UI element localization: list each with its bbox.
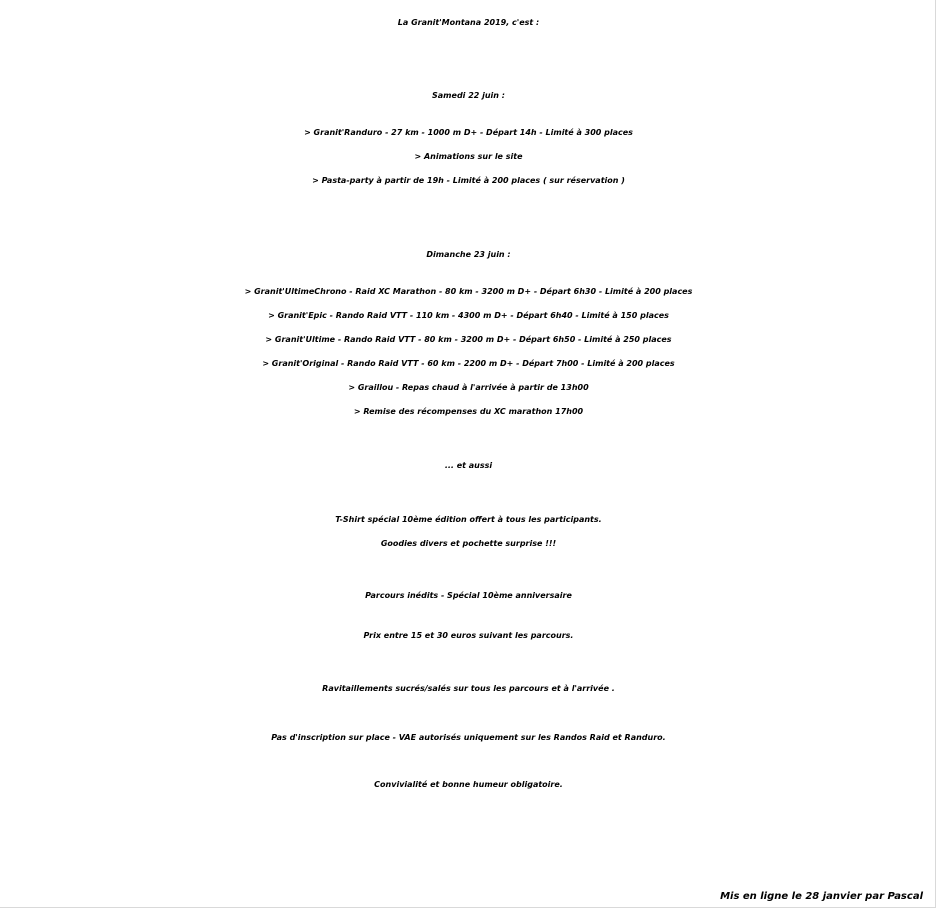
routes-heading: Parcours inédits - Spécial 10ème anniversaire bbox=[365, 591, 572, 600]
footer-posted-by: Mis en ligne le 28 janvier par Pascal bbox=[720, 891, 923, 902]
sunday-item-epic: > Granit'Epic - Rando Raid VTT - 110 km - 4300 m D+ - Départ 6h40 - Limité à 150 places bbox=[268, 311, 669, 320]
sunday-item-graillou: > Graillou - Repas chaud à l'arrivée à partir de 13h00 bbox=[348, 383, 589, 392]
saturday-item-animations: > Animations sur le site bbox=[414, 152, 523, 161]
saturday-item-pasta-party: > Pasta-party à partir de 19h - Limité à 200 places ( sur réservation ) bbox=[312, 176, 625, 185]
note-supplies: Ravitaillements sucrés/salés sur tous les parcours et à l'arrivée . bbox=[322, 684, 615, 693]
sunday-item-ultimechrono: > Granit'UltimeChrono - Raid XC Marathon - 80 km - 3200 m D+ - Départ 6h30 - Limité à 200 places bbox=[244, 287, 693, 296]
sunday-item-original: > Granit'Original - Rando Raid VTT - 60 km - 2200 m D+ - Départ 7h00 - Limité à 200 places bbox=[262, 359, 675, 368]
extras-tshirt: T-Shirt spécial 10ème édition offert à tous les participants. bbox=[335, 515, 602, 524]
extras-goodies: Goodies divers et pochette surprise !!! bbox=[380, 539, 557, 548]
saturday-item-randuro: > Granit'Randuro - 27 km - 1000 m D+ - Départ 14h - Limité à 300 places bbox=[304, 128, 633, 137]
saturday-heading: Samedi 22 juin : bbox=[432, 91, 505, 100]
sunday-heading: Dimanche 23 juin : bbox=[426, 250, 511, 259]
note-registration: Pas d'inscription sur place - VAE autorisés uniquement sur les Randos Raid et Randuro. bbox=[271, 733, 666, 742]
page-title: La Granit'Montana 2019, c'est : bbox=[397, 18, 540, 27]
note-mood: Convivialité et bonne humeur obligatoire. bbox=[374, 780, 563, 789]
routes-price: Prix entre 15 et 30 euros suivant les parcours. bbox=[363, 631, 574, 640]
sunday-item-ultime: > Granit'Ultime - Rando Raid VTT - 80 km - 3200 m D+ - Départ 6h50 - Limité à 250 places bbox=[265, 335, 672, 344]
extras-heading: ... et aussi bbox=[444, 461, 493, 470]
sunday-item-awards: > Remise des récompenses du XC marathon 17h00 bbox=[353, 407, 584, 416]
